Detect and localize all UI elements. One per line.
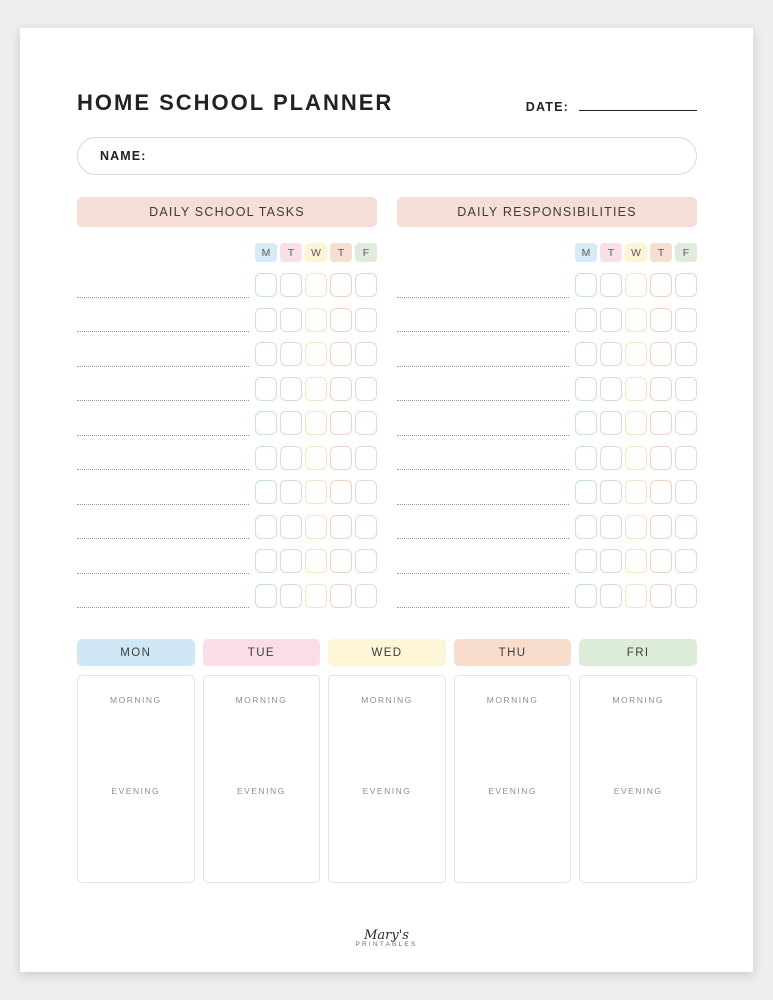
task-checkbox-4[interactable] [355, 308, 377, 332]
task-write-line[interactable] [397, 273, 569, 298]
task-checkbox-4[interactable] [675, 515, 697, 539]
task-checkbox-1[interactable] [600, 342, 622, 366]
task-row [77, 475, 377, 510]
task-checkbox-2[interactable] [305, 480, 327, 504]
task-checkbox-group [575, 377, 697, 401]
day-code-4: F [675, 243, 697, 262]
task-checkbox-0[interactable] [575, 411, 597, 435]
name-label: NAME: [100, 149, 147, 163]
task-checkbox-3[interactable] [330, 446, 352, 470]
section-header-school-tasks-label: DAILY SCHOOL TASKS [149, 205, 305, 219]
task-checkbox-2[interactable] [625, 411, 647, 435]
task-checkbox-3[interactable] [330, 515, 352, 539]
task-checkbox-2[interactable] [305, 515, 327, 539]
task-checkbox-0[interactable] [575, 584, 597, 608]
task-checkbox-1[interactable] [600, 480, 622, 504]
task-checkbox-4[interactable] [675, 377, 697, 401]
task-checkbox-group [255, 411, 377, 435]
task-checkbox-2[interactable] [305, 411, 327, 435]
morning-slot-label: MORNING [361, 695, 413, 705]
task-checkbox-3[interactable] [330, 584, 352, 608]
task-checkbox-group [575, 584, 697, 608]
task-checkbox-4[interactable] [355, 273, 377, 297]
task-checkbox-group [255, 584, 377, 608]
task-checkbox-group [575, 549, 697, 573]
task-checkbox-2[interactable] [625, 446, 647, 470]
task-checkbox-4[interactable] [355, 584, 377, 608]
evening-slot-label: EVENING [488, 786, 537, 796]
task-checkbox-3[interactable] [650, 549, 672, 573]
task-write-line[interactable] [77, 480, 249, 505]
task-write-line[interactable] [77, 307, 249, 332]
task-columns [77, 243, 697, 613]
weekday-header-tue: TUE [203, 639, 321, 666]
task-write-line[interactable] [77, 411, 249, 436]
weekday-header-fri: FRI [579, 639, 697, 666]
task-checkbox-4[interactable] [355, 549, 377, 573]
task-row [77, 372, 377, 407]
task-checkbox-0[interactable] [255, 411, 277, 435]
task-checkbox-1[interactable] [600, 584, 622, 608]
task-checkbox-4[interactable] [675, 480, 697, 504]
task-write-line[interactable] [397, 411, 569, 436]
task-checkbox-2[interactable] [305, 342, 327, 366]
task-checkbox-4[interactable] [675, 273, 697, 297]
task-checkbox-1[interactable] [600, 411, 622, 435]
task-checkbox-3[interactable] [650, 308, 672, 332]
task-checkbox-0[interactable] [575, 273, 597, 297]
task-checkbox-2[interactable] [625, 515, 647, 539]
task-checkbox-3[interactable] [650, 377, 672, 401]
task-checkbox-0[interactable] [255, 446, 277, 470]
task-write-line[interactable] [77, 273, 249, 298]
weekday-headers [77, 639, 697, 666]
evening-slot-label: EVENING [362, 786, 412, 796]
task-checkbox-0[interactable] [575, 342, 597, 366]
task-checkbox-1[interactable] [280, 377, 302, 401]
task-checkbox-2[interactable] [305, 308, 327, 332]
task-checkbox-0[interactable] [575, 515, 597, 539]
day-code-0: M [575, 243, 597, 262]
task-checkbox-0[interactable] [255, 308, 277, 332]
task-checkbox-1[interactable] [600, 446, 622, 470]
task-checkbox-group [255, 273, 377, 297]
task-row [397, 406, 697, 441]
weekday-card-mon[interactable] [77, 675, 195, 883]
task-checkbox-2[interactable] [305, 549, 327, 573]
task-checkbox-group [255, 515, 377, 539]
task-checkbox-1[interactable] [280, 515, 302, 539]
header [77, 76, 697, 116]
day-code-3: T [650, 243, 672, 262]
task-checkbox-3[interactable] [330, 308, 352, 332]
task-checkbox-0[interactable] [575, 549, 597, 573]
task-checkbox-3[interactable] [330, 480, 352, 504]
task-column-responsibilities [397, 243, 697, 613]
task-write-line[interactable] [397, 307, 569, 332]
evening-slot-label: EVENING [237, 786, 286, 796]
task-checkbox-4[interactable] [355, 411, 377, 435]
task-checkbox-3[interactable] [330, 549, 352, 573]
task-checkbox-1[interactable] [280, 446, 302, 470]
task-row [397, 337, 697, 372]
day-code-2: W [305, 243, 327, 262]
weekday-header-thu: THU [454, 639, 572, 666]
section-header-responsibilities-label: DAILY RESPONSIBILITIES [457, 205, 637, 219]
task-write-line[interactable] [77, 583, 249, 608]
task-checkbox-0[interactable] [255, 584, 277, 608]
task-checkbox-1[interactable] [280, 273, 302, 297]
task-row [77, 337, 377, 372]
task-checkbox-4[interactable] [355, 342, 377, 366]
task-write-line[interactable] [397, 549, 569, 574]
task-row [397, 441, 697, 476]
task-write-line[interactable] [77, 549, 249, 574]
name-field[interactable] [77, 137, 697, 175]
task-checkbox-group [575, 273, 697, 297]
task-checkbox-2[interactable] [305, 273, 327, 297]
task-checkbox-4[interactable] [355, 515, 377, 539]
task-checkbox-group [575, 308, 697, 332]
task-checkbox-group [575, 480, 697, 504]
task-checkbox-1[interactable] [280, 549, 302, 573]
footer-logo [20, 928, 753, 948]
task-checkbox-group [575, 446, 697, 470]
task-checkbox-4[interactable] [675, 308, 697, 332]
task-checkbox-3[interactable] [650, 411, 672, 435]
task-checkbox-group [575, 342, 697, 366]
day-code-row [397, 243, 697, 262]
task-checkbox-group [255, 308, 377, 332]
day-code-2: W [625, 243, 647, 262]
task-write-line[interactable] [77, 445, 249, 470]
task-row [397, 579, 697, 614]
task-checkbox-group [255, 342, 377, 366]
task-checkbox-group [255, 549, 377, 573]
date-write-line[interactable] [579, 109, 697, 111]
task-checkbox-1[interactable] [600, 515, 622, 539]
day-code-1: T [280, 243, 302, 262]
weekday-header-mon: MON [77, 639, 195, 666]
task-checkbox-3[interactable] [330, 273, 352, 297]
task-checkbox-3[interactable] [650, 273, 672, 297]
task-checkbox-2[interactable] [305, 446, 327, 470]
task-row [77, 510, 377, 545]
task-row [77, 441, 377, 476]
task-row [397, 268, 697, 303]
task-checkbox-1[interactable] [600, 308, 622, 332]
task-checkbox-0[interactable] [575, 308, 597, 332]
task-checkbox-0[interactable] [255, 273, 277, 297]
morning-slot-label: MORNING [235, 695, 288, 705]
task-checkbox-1[interactable] [600, 273, 622, 297]
task-checkbox-4[interactable] [675, 584, 697, 608]
section-header-responsibilities [397, 197, 697, 227]
morning-slot-label: MORNING [110, 695, 162, 705]
day-code-3: T [330, 243, 352, 262]
task-row [77, 268, 377, 303]
task-row [397, 372, 697, 407]
task-checkbox-3[interactable] [330, 342, 352, 366]
task-checkbox-2[interactable] [625, 549, 647, 573]
task-checkbox-0[interactable] [575, 377, 597, 401]
task-row [397, 510, 697, 545]
day-code-row [77, 243, 377, 262]
task-checkbox-2[interactable] [305, 584, 327, 608]
task-checkbox-1[interactable] [280, 480, 302, 504]
day-code-0: M [255, 243, 277, 262]
weekday-card-tue[interactable] [203, 675, 321, 883]
task-checkbox-3[interactable] [650, 584, 672, 608]
evening-slot-label: EVENING [613, 786, 663, 796]
page-title: HOME SCHOOL PLANNER [77, 90, 394, 115]
task-checkbox-2[interactable] [625, 584, 647, 608]
task-checkbox-0[interactable] [255, 480, 277, 504]
task-checkbox-2[interactable] [305, 377, 327, 401]
task-checkbox-4[interactable] [675, 342, 697, 366]
task-write-line[interactable] [397, 342, 569, 367]
task-checkbox-4[interactable] [355, 446, 377, 470]
task-checkbox-2[interactable] [625, 273, 647, 297]
day-code-1: T [600, 243, 622, 262]
morning-slot-label: MORNING [486, 695, 539, 705]
weekday-cards [77, 675, 697, 883]
task-row [77, 406, 377, 441]
date-label: DATE: [525, 100, 569, 114]
task-checkbox-1[interactable] [280, 308, 302, 332]
task-checkbox-4[interactable] [675, 411, 697, 435]
task-checkbox-4[interactable] [355, 377, 377, 401]
date-field[interactable] [526, 100, 697, 116]
task-checkbox-2[interactable] [625, 480, 647, 504]
section-headers [77, 197, 697, 227]
weekday-card-thu[interactable] [454, 675, 572, 883]
task-checkbox-3[interactable] [650, 342, 672, 366]
task-row [77, 544, 377, 579]
morning-slot-label: MORNING [612, 695, 664, 705]
task-checkbox-1[interactable] [280, 584, 302, 608]
task-write-line[interactable] [397, 514, 569, 539]
task-write-line[interactable] [397, 376, 569, 401]
task-row [77, 579, 377, 614]
planner-sheet [20, 28, 753, 972]
task-checkbox-0[interactable] [575, 446, 597, 470]
weekday-card-wed[interactable] [328, 675, 446, 883]
task-checkbox-0[interactable] [255, 549, 277, 573]
task-checkbox-2[interactable] [625, 342, 647, 366]
task-checkbox-1[interactable] [600, 377, 622, 401]
task-checkbox-group [255, 446, 377, 470]
task-checkbox-group [575, 515, 697, 539]
task-checkbox-0[interactable] [255, 377, 277, 401]
weekday-card-fri[interactable] [579, 675, 697, 883]
task-row [397, 475, 697, 510]
task-write-line[interactable] [397, 480, 569, 505]
task-checkbox-3[interactable] [650, 480, 672, 504]
weekday-header-wed: WED [328, 639, 446, 666]
task-checkbox-0[interactable] [255, 342, 277, 366]
task-row [397, 544, 697, 579]
task-checkbox-group [255, 480, 377, 504]
task-checkbox-2[interactable] [625, 377, 647, 401]
logo-brand-name: Mary's [364, 928, 409, 943]
task-checkbox-4[interactable] [355, 480, 377, 504]
task-checkbox-0[interactable] [255, 515, 277, 539]
task-checkbox-4[interactable] [675, 446, 697, 470]
task-write-line[interactable] [77, 376, 249, 401]
task-row [77, 303, 377, 338]
task-write-line[interactable] [77, 342, 249, 367]
task-write-line[interactable] [77, 514, 249, 539]
task-column-school-tasks [77, 243, 377, 613]
logo-brand-sub: PRINTABLES [355, 941, 418, 948]
task-checkbox-1[interactable] [280, 342, 302, 366]
task-write-line[interactable] [397, 445, 569, 470]
task-checkbox-3[interactable] [650, 515, 672, 539]
task-checkbox-3[interactable] [650, 446, 672, 470]
task-checkbox-0[interactable] [575, 480, 597, 504]
task-checkbox-4[interactable] [675, 549, 697, 573]
task-checkbox-2[interactable] [625, 308, 647, 332]
task-checkbox-1[interactable] [280, 411, 302, 435]
task-checkbox-group [255, 377, 377, 401]
section-header-school-tasks [77, 197, 377, 227]
planner-content [77, 76, 697, 883]
task-write-line[interactable] [397, 583, 569, 608]
task-checkbox-1[interactable] [600, 549, 622, 573]
day-code-4: F [355, 243, 377, 262]
task-checkbox-3[interactable] [330, 411, 352, 435]
task-checkbox-3[interactable] [330, 377, 352, 401]
task-row [397, 303, 697, 338]
task-checkbox-group [575, 411, 697, 435]
evening-slot-label: EVENING [111, 786, 161, 796]
